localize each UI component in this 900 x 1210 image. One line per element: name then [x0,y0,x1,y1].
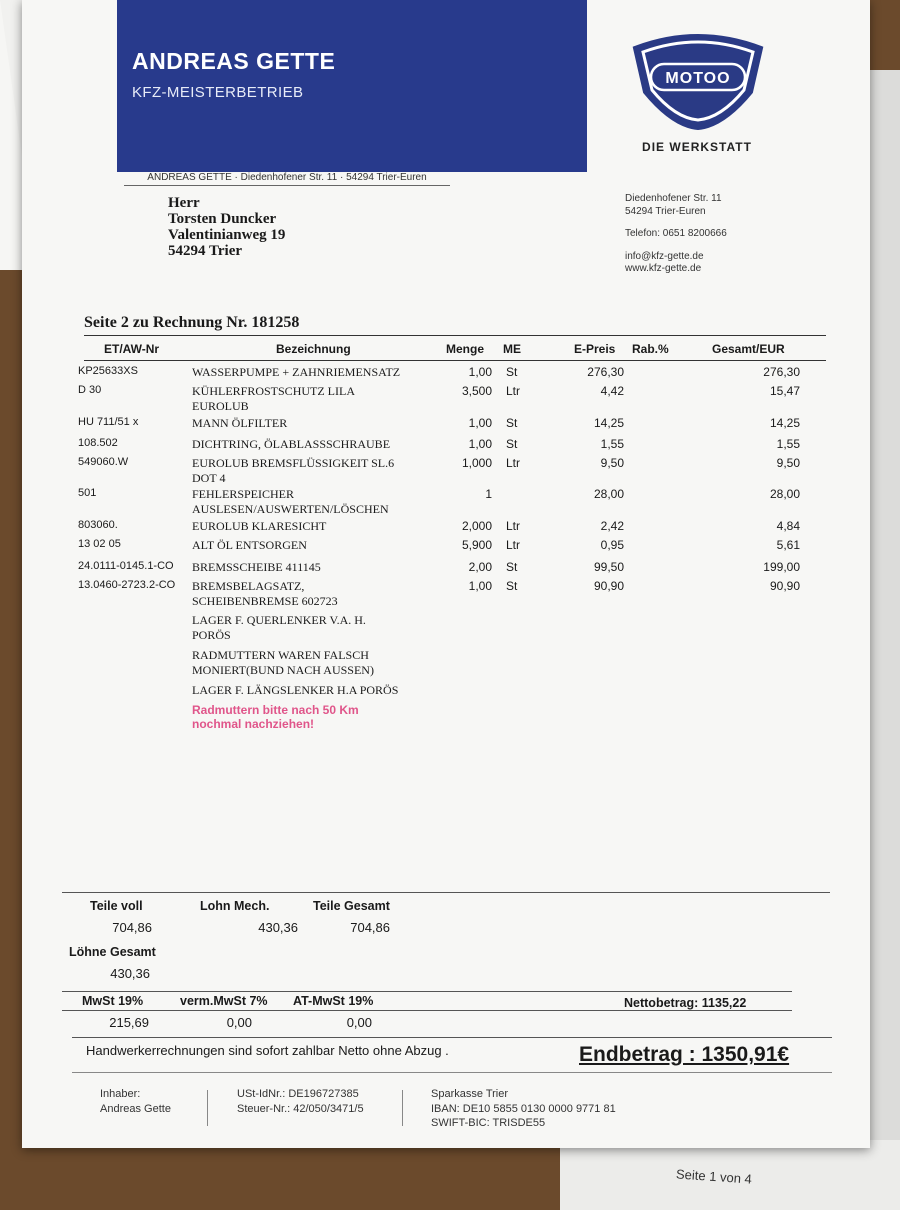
line-item-quantity: 1,000 [461,456,492,470]
line-item-unit-price: 276,30 [587,365,624,379]
line-item-article: 13.0460-2723.2-CO [78,579,176,591]
logo-caption: DIE WERKSTATT [642,140,752,154]
payment-terms: Handwerkerrechnungen sind sofort zahlbar Netto ohne Abzug . [86,1043,449,1058]
line-item-total: 4,84 [776,519,800,533]
line-item-total: 199,00 [763,560,800,574]
recipient-street: Valentinianweg 19 [168,227,286,243]
line-item-unit-price: 9,50 [600,456,624,470]
line-item-description [192,579,338,609]
line-item-quantity: 1,00 [468,437,492,451]
handwritten-note [192,703,359,731]
line-item-article: D 30 [78,384,102,396]
line-item-article: 108.502 [78,437,118,449]
description-line: KÜHLERFROSTSCHUTZ LILA [192,384,356,398]
line-item-unit: St [506,579,518,593]
line-item-unit: St [506,416,518,430]
line-item-description [192,519,326,534]
line-item-unit-price: 28,00 [593,487,624,501]
line-item-total: 5,61 [776,538,800,552]
line-item-total: 9,50 [776,456,800,470]
description-line: EUROLUB BREMSFLÜSSIGKEIT SL.6 [192,456,395,470]
summary-divider [62,892,830,893]
line-item-description [192,384,355,414]
recipient-salutation: Herr [168,195,200,211]
mwst-value: 215,69 [109,1015,149,1030]
description-line: AUSLESEN/AUSWERTEN/LÖSCHEN [192,502,389,516]
column-header-unit-price: E-Preis [574,342,616,356]
lohn-mech-label: Lohn Mech. [200,899,270,913]
teile-gesamt-label: Teile Gesamt [313,899,390,913]
column-header-discount: Rab.% [632,342,669,356]
line-item-quantity: 1 [485,487,492,501]
recipient-name: Torsten Duncker [168,211,277,227]
footer-owner [100,1087,171,1116]
bic: SWIFT-BIC: TRISDE55 [431,1117,546,1129]
footer-separator-1 [207,1090,208,1126]
line-item-unit: Ltr [506,519,521,533]
at-mwst-value: 0,00 [346,1015,372,1030]
line-item-description [192,648,374,678]
sender-address-line: ANDREAS GETTE · Diedenhofener Str. 11 · 54294 Trier-Euren [124,172,450,186]
invoice-title: Seite 2 zu Rechnung Nr. 181258 [84,314,300,331]
description-line: FEHLERSPEICHER [192,487,295,501]
teile-gesamt-value: 704,86 [350,920,390,935]
tax-number: Steuer-Nr.: 42/050/3471/5 [237,1102,364,1115]
final-amount: Endbetrag : 1350,91€ [579,1043,790,1066]
logo-text: MOTOO [665,70,731,87]
line-item-description [192,365,400,380]
column-header-description: Bezeichnung [276,342,351,356]
description-line: EUROLUB KLARESICHT [192,519,327,533]
loehne-gesamt-label: Löhne Gesamt [69,945,156,959]
line-item-description [192,456,394,486]
line-item-quantity: 1,00 [468,579,492,593]
note-line-1: Radmuttern bitte nach 50 Km [192,703,359,717]
line-item-unit-price: 90,90 [593,579,624,593]
description-line: BREMSSCHEIBE 411145 [192,560,321,574]
payment-divider [72,1037,832,1038]
line-item-article: 549060.W [78,456,129,468]
description-line: BREMSBELAGSATZ, [192,579,305,593]
mwst-label: MwSt 19% [82,994,144,1008]
owner-name: Andreas Gette [100,1102,171,1115]
teile-voll-label: Teile voll [90,899,143,913]
line-item-article: KP25633XS [78,365,138,377]
line-item-quantity: 2,000 [461,519,492,533]
teile-voll-value: 704,86 [112,920,152,935]
column-header-unit: ME [503,342,521,356]
description-line: MONIERT(BUND NACH AUSSEN) [192,663,374,677]
line-item-total: 28,00 [769,487,800,501]
line-item-unit-price: 14,25 [593,416,624,430]
recipient-city: 54294 Trier [168,243,243,259]
line-item-unit: Ltr [506,384,521,398]
description-line: MANN ÖLFILTER [192,416,288,430]
line-item-unit: St [506,365,518,379]
contact-email: info@kfz-gette.de [625,250,704,262]
contact-web: www.kfz-gette.de [625,263,702,274]
vat-id: USt-IdNr.: DE196727385 [237,1088,359,1100]
description-line: ALT ÖL ENTSORGEN [192,538,307,552]
invoice-page [22,0,870,1148]
description-line: SCHEIBENBREMSE 602723 [192,594,338,608]
line-item-unit-price: 2,42 [600,519,624,533]
at-mwst-label: AT-MwSt 19% [293,994,374,1008]
loehne-gesamt-value: 430,36 [110,966,150,981]
company-name: ANDREAS GETTE [132,48,336,74]
company-subtitle: KFZ-MEISTERBETRIEB [132,84,304,101]
line-item-unit-price: 99,50 [593,560,624,574]
line-item-unit: Ltr [506,538,521,552]
description-line: LAGER F. LÄNGSLENKER H.A PORÖS [192,683,399,697]
line-item-quantity: 1,00 [468,416,492,430]
line-item-quantity: 1,00 [468,365,492,379]
description-line: RADMUTTERN WAREN FALSCH [192,648,369,662]
line-item-article: 803060. [78,519,118,531]
footer-bank [431,1087,616,1131]
line-item-total: 276,30 [763,365,800,379]
column-header-quantity: Menge [446,342,485,356]
contact-city: 54294 Trier-Euren [625,205,706,217]
line-item-quantity: 2,00 [468,560,492,574]
line-item-description [192,613,366,643]
page-counter-underneath: Seite 1 von 4 [675,1166,753,1187]
line-item-description [192,560,321,575]
line-item-article: 13 02 05 [78,538,121,550]
verm-mwst-value: 0,00 [226,1015,252,1030]
line-item-description [192,487,389,517]
line-item-description [192,416,287,431]
line-items [22,0,870,800]
column-header-total: Gesamt/EUR [712,342,785,356]
description-line: WASSERPUMPE + ZAHNRIEMENSATZ [192,365,401,379]
footer-tax [237,1087,364,1116]
footer-separator-2 [402,1090,403,1126]
description-line: DOT 4 [192,471,226,485]
iban: IBAN: DE10 5855 0130 0000 9771 81 [431,1102,616,1115]
contact-phone: Telefon: 0651 8200666 [625,228,727,239]
footer-divider [72,1072,832,1073]
bank-name: Sparkasse Trier [431,1088,509,1100]
description-line: LAGER F. QUERLENKER V.A. H. [192,613,366,627]
tax-divider-top [62,991,792,992]
line-item-description [192,437,390,452]
line-item-article: 24.0111-0145.1-CO [78,560,174,572]
line-item-unit: St [506,437,518,451]
line-item-quantity: 3,500 [461,384,492,398]
line-item-total: 14,25 [769,416,800,430]
description-line: EUROLUB [192,399,249,413]
line-item-description [192,538,307,553]
line-item-unit-price: 4,42 [600,384,624,398]
line-item-article: 501 [78,487,97,499]
line-item-article: HU 711/51 x [78,416,139,428]
line-item-total: 90,90 [769,579,800,593]
line-item-unit-price: 1,55 [600,437,624,451]
note-line-2: nochmal nachziehen! [192,717,315,731]
column-header-article: ET/AW-Nr [104,342,160,356]
line-item-quantity: 5,900 [461,538,492,552]
net-amount: Nettobetrag: 1135,22 [624,996,747,1010]
line-item-description [192,683,398,698]
verm-mwst-label: verm.MwSt 7% [180,994,268,1008]
owner-label: Inhaber: [100,1088,141,1100]
line-item-total: 1,55 [776,437,800,451]
line-item-unit-price: 0,95 [600,538,624,552]
line-item-unit: Ltr [506,456,521,470]
tax-divider-bottom [62,1010,792,1011]
description-line: DICHTRING, ÖLABLASSSCHRAUBE [192,437,391,451]
lohn-mech-value: 430,36 [258,920,298,935]
line-item-unit: St [506,560,518,574]
contact-street: Diedenhofener Str. 11 [625,193,722,204]
description-line: PORÖS [192,628,231,642]
line-item-total: 15,47 [769,384,800,398]
